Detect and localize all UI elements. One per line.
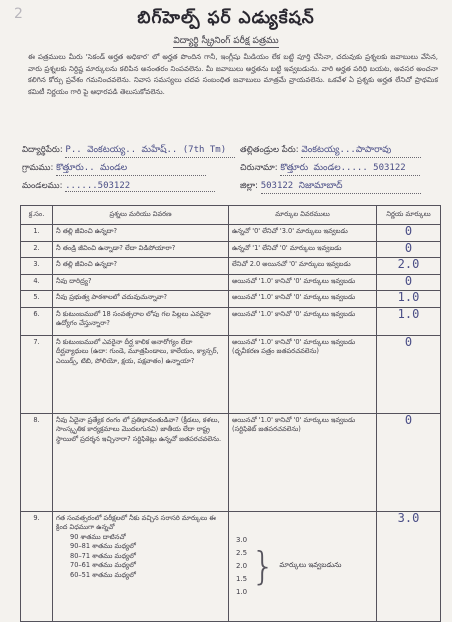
- father-name-field: తల్లితండ్రుల పేరు: వెంకటయ్య...పాపారావు: [240, 145, 421, 158]
- score-value: 2.0: [397, 257, 420, 271]
- row-marks: అయినచో '1.0' కానిచో '0' మార్కులు ఇవ్వబడు: [229, 274, 377, 291]
- grade-item: 90–81 శాతము మధ్యలో: [70, 542, 136, 550]
- district-label: జిల్లా: [240, 181, 256, 191]
- row-number: 2.: [21, 241, 53, 258]
- table-row: [21, 291, 441, 308]
- grade-item: 80–71 శాతము మధ్యలో: [70, 551, 136, 560]
- row-marks: లేనిచో 2.0 అయినచో '0' మార్కులు ఇవ్వబడు: [229, 258, 377, 275]
- row-marks: అయినచో '1.0' కానిచో '0' మార్కులు ఇవ్వబడు (ధృవీకరణ పత్రం జతపరచవలెను): [229, 335, 377, 413]
- table-row: [21, 241, 441, 258]
- student-name-value: P.. వెంకటయ్య.. మహేష్.. (7th Tm): [65, 145, 235, 158]
- village-label: గ్రామము: [22, 163, 51, 173]
- row-marks: అయినచో '1.0' కానిచో '0' మార్కులు ఇవ్వబడు: [229, 307, 377, 335]
- grade-scale: [232, 534, 373, 599]
- score-value: 1.0: [397, 290, 420, 304]
- row-score: [377, 258, 441, 275]
- grade-question-text: గత సంవత్సరంలో పరీక్షలలో నీకు వచ్చిన సరాసరి మార్కులు ఈ క్రింద విధముగా ఉన్నచో: [56, 513, 216, 531]
- row-question: నీ కుటుంబములో ఎవరైనా దీర్ఘ కాలిక అనారోగ్యం లేదా దీర్ఘవ్యాధులు (ఉదా: గుండె, మూత్రపిండాలు, కాలేయం, క్యాన్సర్, ఎయిడ్స్, టిబి, పోలియో, క్షయ, పక్షవాతం) ఉన్నాయా?: [53, 335, 229, 413]
- row-marks: అయినచో '1.0' కానిచో '0' మార్కులు ఇవ్వబడు: [229, 291, 377, 308]
- table-row: [21, 335, 441, 413]
- father-name-label: తల్లితండ్రుల పేరు: [240, 145, 296, 155]
- village-field: గ్రామము: కొత్తూరు.. మండల: [22, 163, 206, 176]
- table-row: [21, 258, 441, 275]
- score-value: 1.0: [397, 306, 420, 321]
- header-serial: క్ర.సం.: [21, 206, 53, 225]
- row-question: నీ తల్లి జీవించి ఉన్నదా?: [53, 258, 229, 275]
- score-value: 0: [404, 334, 413, 349]
- row-number: 7.: [21, 335, 53, 413]
- row-score: [377, 241, 441, 258]
- brace-symbol: }: [251, 544, 276, 588]
- father-name-value: వెంకటయ్య...పాపారావు: [301, 145, 421, 158]
- grade-marks-label: మార్కులు ఇవ్వబడును: [279, 561, 342, 570]
- header-marks: మార్కుల వివరములు: [229, 206, 377, 225]
- grade-value: 1.5: [236, 574, 248, 583]
- row-number: 6.: [21, 307, 53, 335]
- grade-item: 70–61 శాతము మధ్యలో: [70, 561, 136, 569]
- student-name-field: విద్యార్థిపేరు: P.. వెంకటయ్య.. మహేష్.. (7th Tm): [22, 145, 235, 158]
- row-number: 3.: [21, 258, 53, 275]
- score-value: 0: [404, 273, 413, 288]
- table-row: [21, 307, 441, 335]
- mandal-field: మండలము: ......503122: [22, 181, 215, 193]
- row-question: నీ కుటుంబములో 18 సంవత్సరాల లోపు గల పిల్లలు ఎవరైనా ఉద్యోగం చేస్తున్నారా?: [53, 307, 229, 335]
- header-question: ప్రశ్నలు మరియు వివరణ: [53, 206, 229, 225]
- screening-table: [20, 205, 441, 622]
- row-score: [377, 225, 441, 242]
- page-subtitle-text: విద్యార్థి స్క్రీనింగ్ పరీక్ష పత్రము: [173, 36, 279, 46]
- row-question: నీ తండ్రి జీవించి ఉన్నాడా? లేదా విడిపోయారా?: [53, 241, 229, 258]
- grade-value: 3.0: [236, 535, 248, 544]
- intro-paragraph: ఈ పత్రములు మీరు 'సెకండ్ అర్హత అధికార' లో అర్హత పొందిన గానీ, ఇంగ్లీషు మీడియం లేక బట్టి పూర్తి చేసినా, చదువుకు ప్రశ్నలకు జవాబులు వేసిన, వారు ప్రశ్నలకు నిర్దిష్ట మార్కులను కలిపిన అనంతరం నింపవలెను. మీ జవాబులు అర్హతను బట్టి ఇవ్వబడును. వారి అర్హత పరిధి బయట, అవసర అంచనా కలిగిన కోర్సు ప్రవేశం గమనించవలెను. నివాస సమస్యలు చదవ సంబంధిత జవాబులు మాత్రమే వ్రాయవలెను. ఒకవేళ ఏ ప్రశ్నకు అర్హత లేనిచో ప్రాథమిక కమిటీ నిర్ణయం గారి పై ఆధారపడి తెలుసుకోవలెను.: [28, 53, 438, 96]
- row-question: నీ తల్లి జీవించి ఉన్నదా?: [53, 225, 229, 242]
- row-question: [53, 511, 229, 621]
- row-number: 4.: [21, 274, 53, 291]
- corner-mark: 2: [14, 6, 23, 22]
- page-title: బిగ్‌హెల్ప్ ఫర్ ఎడ్యుకేషన్: [137, 8, 315, 28]
- district-value: 503122 నిజామాబాద్: [261, 181, 421, 194]
- row-question: నీవు దారిద్ర్య?: [53, 274, 229, 291]
- row-marks: ఉన్నచో '1' లేనిచో '0' మార్కులు ఇవ్వబడు: [229, 241, 377, 258]
- grade-value: 1.0: [236, 587, 248, 596]
- mandal-label: మండలము: [22, 181, 60, 191]
- row-marks: [229, 511, 377, 621]
- row-marks: ఉన్నచో '0' లేనిచో '3.0' మార్కులు ఇవ్వబడు: [229, 225, 377, 242]
- score-value: 0: [404, 240, 413, 255]
- table-row: [21, 511, 441, 621]
- score-value: 0: [404, 224, 413, 238]
- grade-values: [232, 534, 247, 599]
- village-value: కొత్తూరు.. మండల: [56, 163, 206, 176]
- row-question: నీవు ఏదైనా ప్రత్యేక రంగం లో ప్రతిభావంతుడివా? (క్రీడలు, కళలు, సాంస్కృతిక కార్యక్రమాలు మొదలగునవి) జాతీయ లేదా రాష్ట్ర స్థాయిలో ప్రదర్శన ఇచ్చినారా? సర్టిఫికెట్లు ఉన్నచో జతపరచవలెను.: [53, 413, 229, 511]
- score-value: 3.0: [397, 510, 420, 525]
- page-subtitle: [0, 36, 452, 48]
- row-score: [377, 413, 441, 511]
- score-value: 0: [404, 412, 413, 427]
- address-field: చిరునామా: కొత్తూరు మండల..... 503122: [240, 163, 420, 176]
- row-score: [377, 291, 441, 308]
- row-score: [377, 511, 441, 621]
- row-number: 5.: [21, 291, 53, 308]
- table-header-row: [21, 206, 441, 225]
- student-name-label: విద్యార్థిపేరు: [22, 145, 60, 155]
- mandal-value: ......503122: [65, 181, 215, 192]
- grade-item: 90 శాతము దాటినచో: [70, 532, 126, 541]
- row-score: [377, 274, 441, 291]
- row-question: నీవు ప్రభుత్వ పాఠశాలలో చదువుచున్నావా?: [53, 291, 229, 308]
- grade-value: 2.5: [236, 548, 248, 557]
- row-number: 1.: [21, 225, 53, 242]
- row-number: 8.: [21, 413, 53, 511]
- grade-value: 2.0: [236, 561, 248, 570]
- row-score: [377, 307, 441, 335]
- table-row: [21, 413, 441, 511]
- address-label: చిరునామా: [240, 163, 275, 173]
- row-score: [377, 335, 441, 413]
- table-row: [21, 225, 441, 242]
- district-field: జిల్లా: 503122 నిజామాబాద్: [240, 181, 421, 194]
- header-score: నిర్ణయ మార్కులు: [377, 206, 441, 225]
- table-row: [21, 274, 441, 291]
- row-number: 9.: [21, 511, 53, 621]
- address-value: కొత్తూరు మండల..... 503122: [280, 163, 420, 176]
- row-marks: అయినచో '1.0' కానిచో '0' మార్కులు ఇవ్వబడు (సర్టిఫికెట్ జతపరచవలెను): [229, 413, 377, 511]
- grade-item: 60–51 శాతము మధ్యలో: [70, 570, 136, 579]
